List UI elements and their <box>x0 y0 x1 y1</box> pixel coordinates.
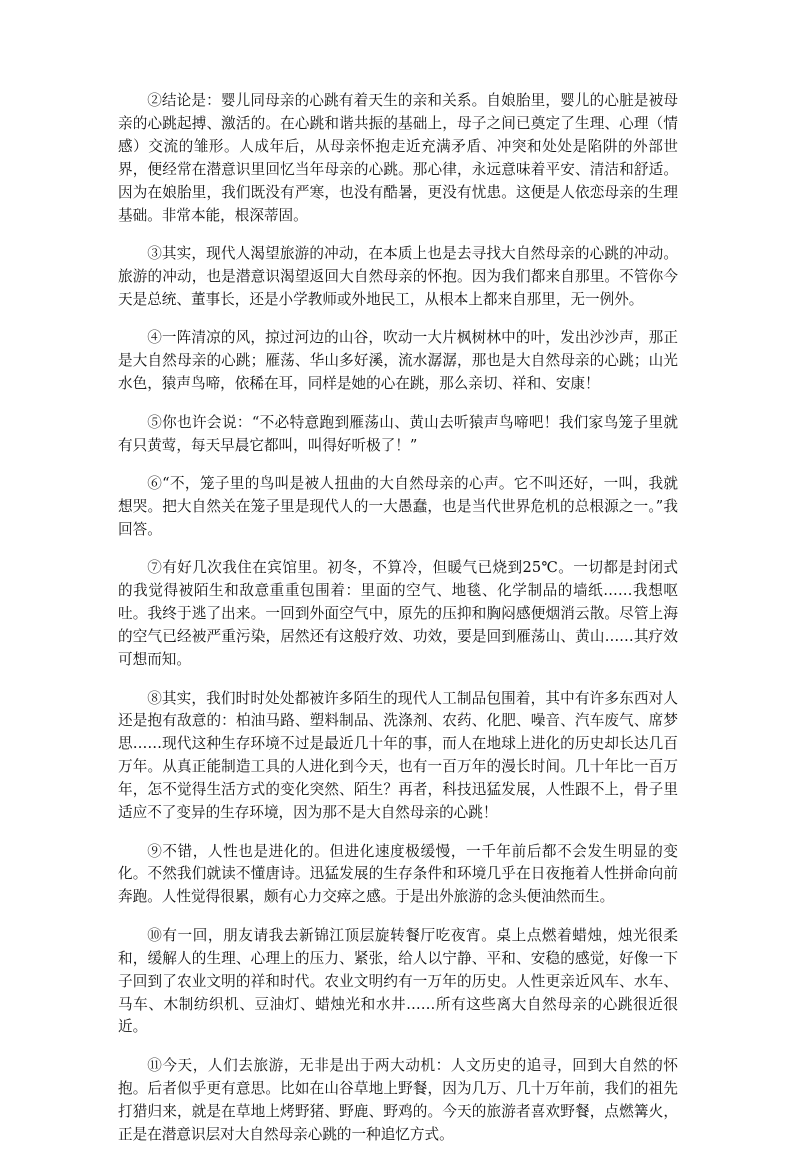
paragraph-5: ⑤你也许会说：“不必特意跑到雁荡山、黄山去听猿声鸟啼吧！我们家鸟笼子里就有只黄莺，每天早晨它都叫，叫得好听极了！” <box>118 413 678 454</box>
paragraph-11: ⑪今天，人们去旅游，无非是出于两大动机：人文历史的追寻，回到大自然的怀抱。后者似乎更有意思。比如在山谷草地上野餐，因为几万、几十万年前，我们的祖先打猎归来，就是在草地上烤野猪、野鹿、野鸡的。今天的旅游者喜欢野餐，点燃篝火，正是在潜意识层对大自然母亲心跳的一种追忆方式。 <box>118 1056 678 1143</box>
paragraph-7: ⑦有好几次我住在宾馆里。初冬，不算冷，但暖气已烧到25℃。一切都是封闭式的我觉得被陌生和敌意重重包围着：里面的空气、地毯、化学制品的墙纸……我想呕吐。我终于逃了出来。一回到外面空气中，原先的压抑和胸闷感便烟消云散。尽管上海的空气已经被严重污染，居然还有这般疗效、功效，要是回到雁荡山、黄山……其疗效可想而知。 <box>118 559 678 668</box>
paragraph-3: ③其实，现代人渴望旅游的冲动，在本质上也是去寻找大自然母亲的心跳的冲动。旅游的冲动，也是潜意识渴望返回大自然母亲的怀抱。因为我们都来自那里。不管你今天是总统、董事长，还是小学教师或外地民工，从根本上都来自那里，无一例外。 <box>118 245 678 308</box>
paragraph-8: ⑧其实，我们时时处处都被许多陌生的现代人工制品包围着，其中有许多东西对人还是抱有敌意的：柏油马路、塑料制品、洗涤剂、农药、化肥、噪音、汽车废气、席梦思……现代这种生存环境不过是最近几十年的事，而人在地球上进化的历史却长达几百万年。从真正能制造工具的人进化到今天，也有一百万年的漫长时间。几十年比一百万年，怎不觉得生活方式的变化突然、陌生？再者，科技迅猛发展，人性跟不上，骨子里适应不了变异的生存环境，因为那不是大自然母亲的心跳！ <box>118 689 678 822</box>
paragraph-2: ②结论是：婴儿同母亲的心跳有着天生的亲和关系。自娘胎里，婴儿的心脏是被母亲的心跳起搏、激活的。在心跳和谐共振的基础上，母子之间已奠定了生理、心理（情感）交流的雏形。人成年后，从母亲怀抱走近充满矛盾、冲突和处处是陷阱的外部世界，便经常在潜意识里回忆当年母亲的心跳。那心律，永远意味着平安、清洁和舒适。因为在娘胎里，我们既没有严寒，也没有酷暑，更没有忧患。这便是人依恋母亲的生理基础。非常本能，根深蒂固。 <box>118 92 678 224</box>
paragraph-10: ⑩有一回，朋友请我去新锦江顶层旋转餐厅吃夜宵。桌上点燃着蜡烛，烛光很柔和，缓解人的生理、心理上的压力、紧张，给人以宁静、平和、安稳的感觉，好像一下子回到了农业文明的祥和时代。农业文明约有一万年的历史。人性更亲近风车、水车、马车、木制纺织机、豆油灯、蜡烛光和水井……所有这些离大自然母亲的心跳很近很近。 <box>118 926 678 1036</box>
paragraph-6: ⑥“不，笼子里的鸟叫是被人扭曲的大自然母亲的心声。它不叫还好，一叫，我就想哭。把大自然关在笼子里是现代人的一大愚蠢，也是当代世界危机的总根源之一。”我回答。 <box>118 475 678 538</box>
paragraph-9: ⑨不错，人性也是进化的。但进化速度极缓慢，一千年前后都不会发生明显的变化。不然我们就读不懂唐诗。迅猛发展的生存条件和环境几乎在日夜拖着人性拼命向前奔跑。人性觉得很累，颇有心力交瘁之感。于是出外旅游的念头便油然而生。 <box>118 842 678 906</box>
paragraph-4: ④一阵清凉的风，掠过河边的山谷，吹动一大片枫树林中的叶，发出沙沙声，那正是大自然母亲的心跳；雁荡、华山多好溪，流水潺潺，那也是大自然母亲的心跳；山光水色，猿声鸟啼，依稀在耳，同样是她的心在跳，那么亲切、祥和、安康！ <box>118 329 678 393</box>
document-page <box>118 90 678 1162</box>
